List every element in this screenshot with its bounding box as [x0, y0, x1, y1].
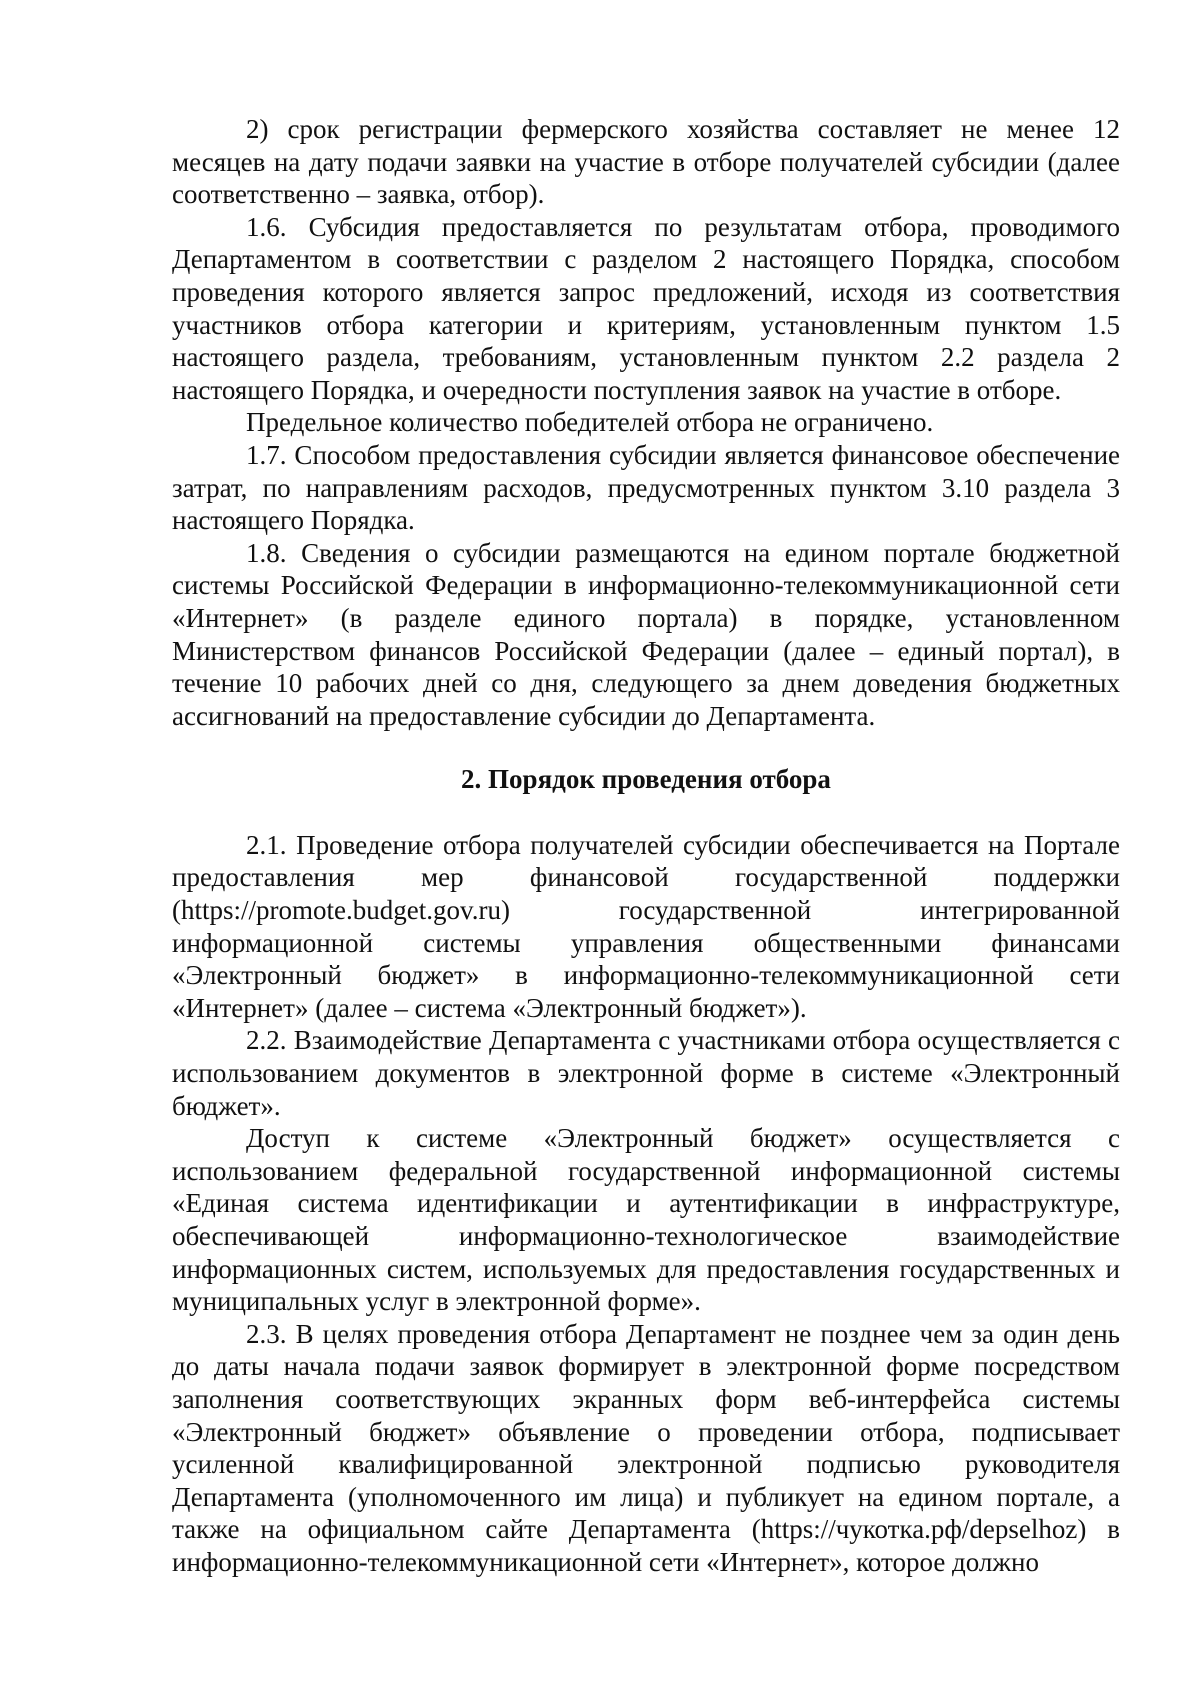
paragraph-1-6: 1.6. Субсидия предоставляется по результатам отбора, проводимого Департаментом в соответствии с разделом 2 настоящего Порядка, способом проведения которого является запрос предложений, исходя из соответствия участников отбора категории и критериям, установленным пунктом 1.5 настоящего раздела, требованиям, установленным пунктом 2.2 раздела 2 настоящего Порядка, и очередности поступления заявок на участие в отборе.	[172, 211, 1120, 405]
paragraph-1-8: 1.8. Сведения о субсидии размещаются на едином портале бюджетной системы Российской Федерации в информационно-телекоммуникационной сети «Интернет» (в разделе единого портала) в порядке, установленном Министерством финансов Российской Федерации (далее – единый портал), в течение 10 рабочих дней со дня, следующего за днем доведения бюджетных ассигнований на предоставление субсидии до Департамента.	[172, 537, 1120, 731]
paragraph-access: Доступ к системе «Электронный бюджет» осуществляется с использованием федеральной государственной информационной системы «Единая система идентификации и аутентификации в инфраструктуре, обеспечивающей информационно-технологическое взаимодействие информационных систем, используемых для предоставления государственных и муниципальных услуг в электронной форме».	[172, 1123, 1120, 1317]
paragraph-2-registration-term: 2) срок регистрации фермерского хозяйства составляет не менее 12 месяцев на дату подачи заявки на участие в отборе получателей субсидии (далее соответственно – заявка, отбор).	[172, 114, 1120, 210]
paragraph-winners-limit: Предельное количество победителей отбора не ограничено.	[246, 407, 934, 438]
paragraph-2-3: 2.3. В целях проведения отбора Департамент не позднее чем за один день до даты начала подачи заявок формирует в электронной форме посредством заполнения соответствующих экранных форм веб-интерфейса системы «Электронный бюджет» объявление о проведении отбора, подписывает усиленной квалифицированной электронной подписью руководителя Департамента (уполномоченного им лица) и публикует на едином портале, а также на официальном сайте Департамента (https://чукотка.рф/depselhoz) в информационно-телекоммуникационной сети «Интернет», которое должно	[172, 1318, 1120, 1577]
section-heading: 2. Порядок проведения отбора	[461, 764, 831, 795]
paragraph-1-7: 1.7. Способом предоставления субсидии является финансовое обеспечение затрат, по направлениям расходов, предусмотренных пунктом 3.10 раздела 3 настоящего Порядка.	[172, 439, 1120, 536]
paragraph-2-2: 2.2. Взаимодействие Департамента с участниками отбора осуществляется с использованием документов в электронной форме в системе «Электронный бюджет».	[172, 1025, 1120, 1121]
document-body	[172, 113, 1120, 1579]
paragraph-2-1: 2.1. Проведение отбора получателей субсидии обеспечивается на Портале предоставления мер финансовой государственной поддержки (https://promote.budget.gov.ru) государственной интегрированной информационной системы управления общественными финансами «Электронный бюджет» в информационно-телекоммуникационной сети «Интернет» (далее – система «Электронный бюджет»).	[172, 829, 1120, 1023]
